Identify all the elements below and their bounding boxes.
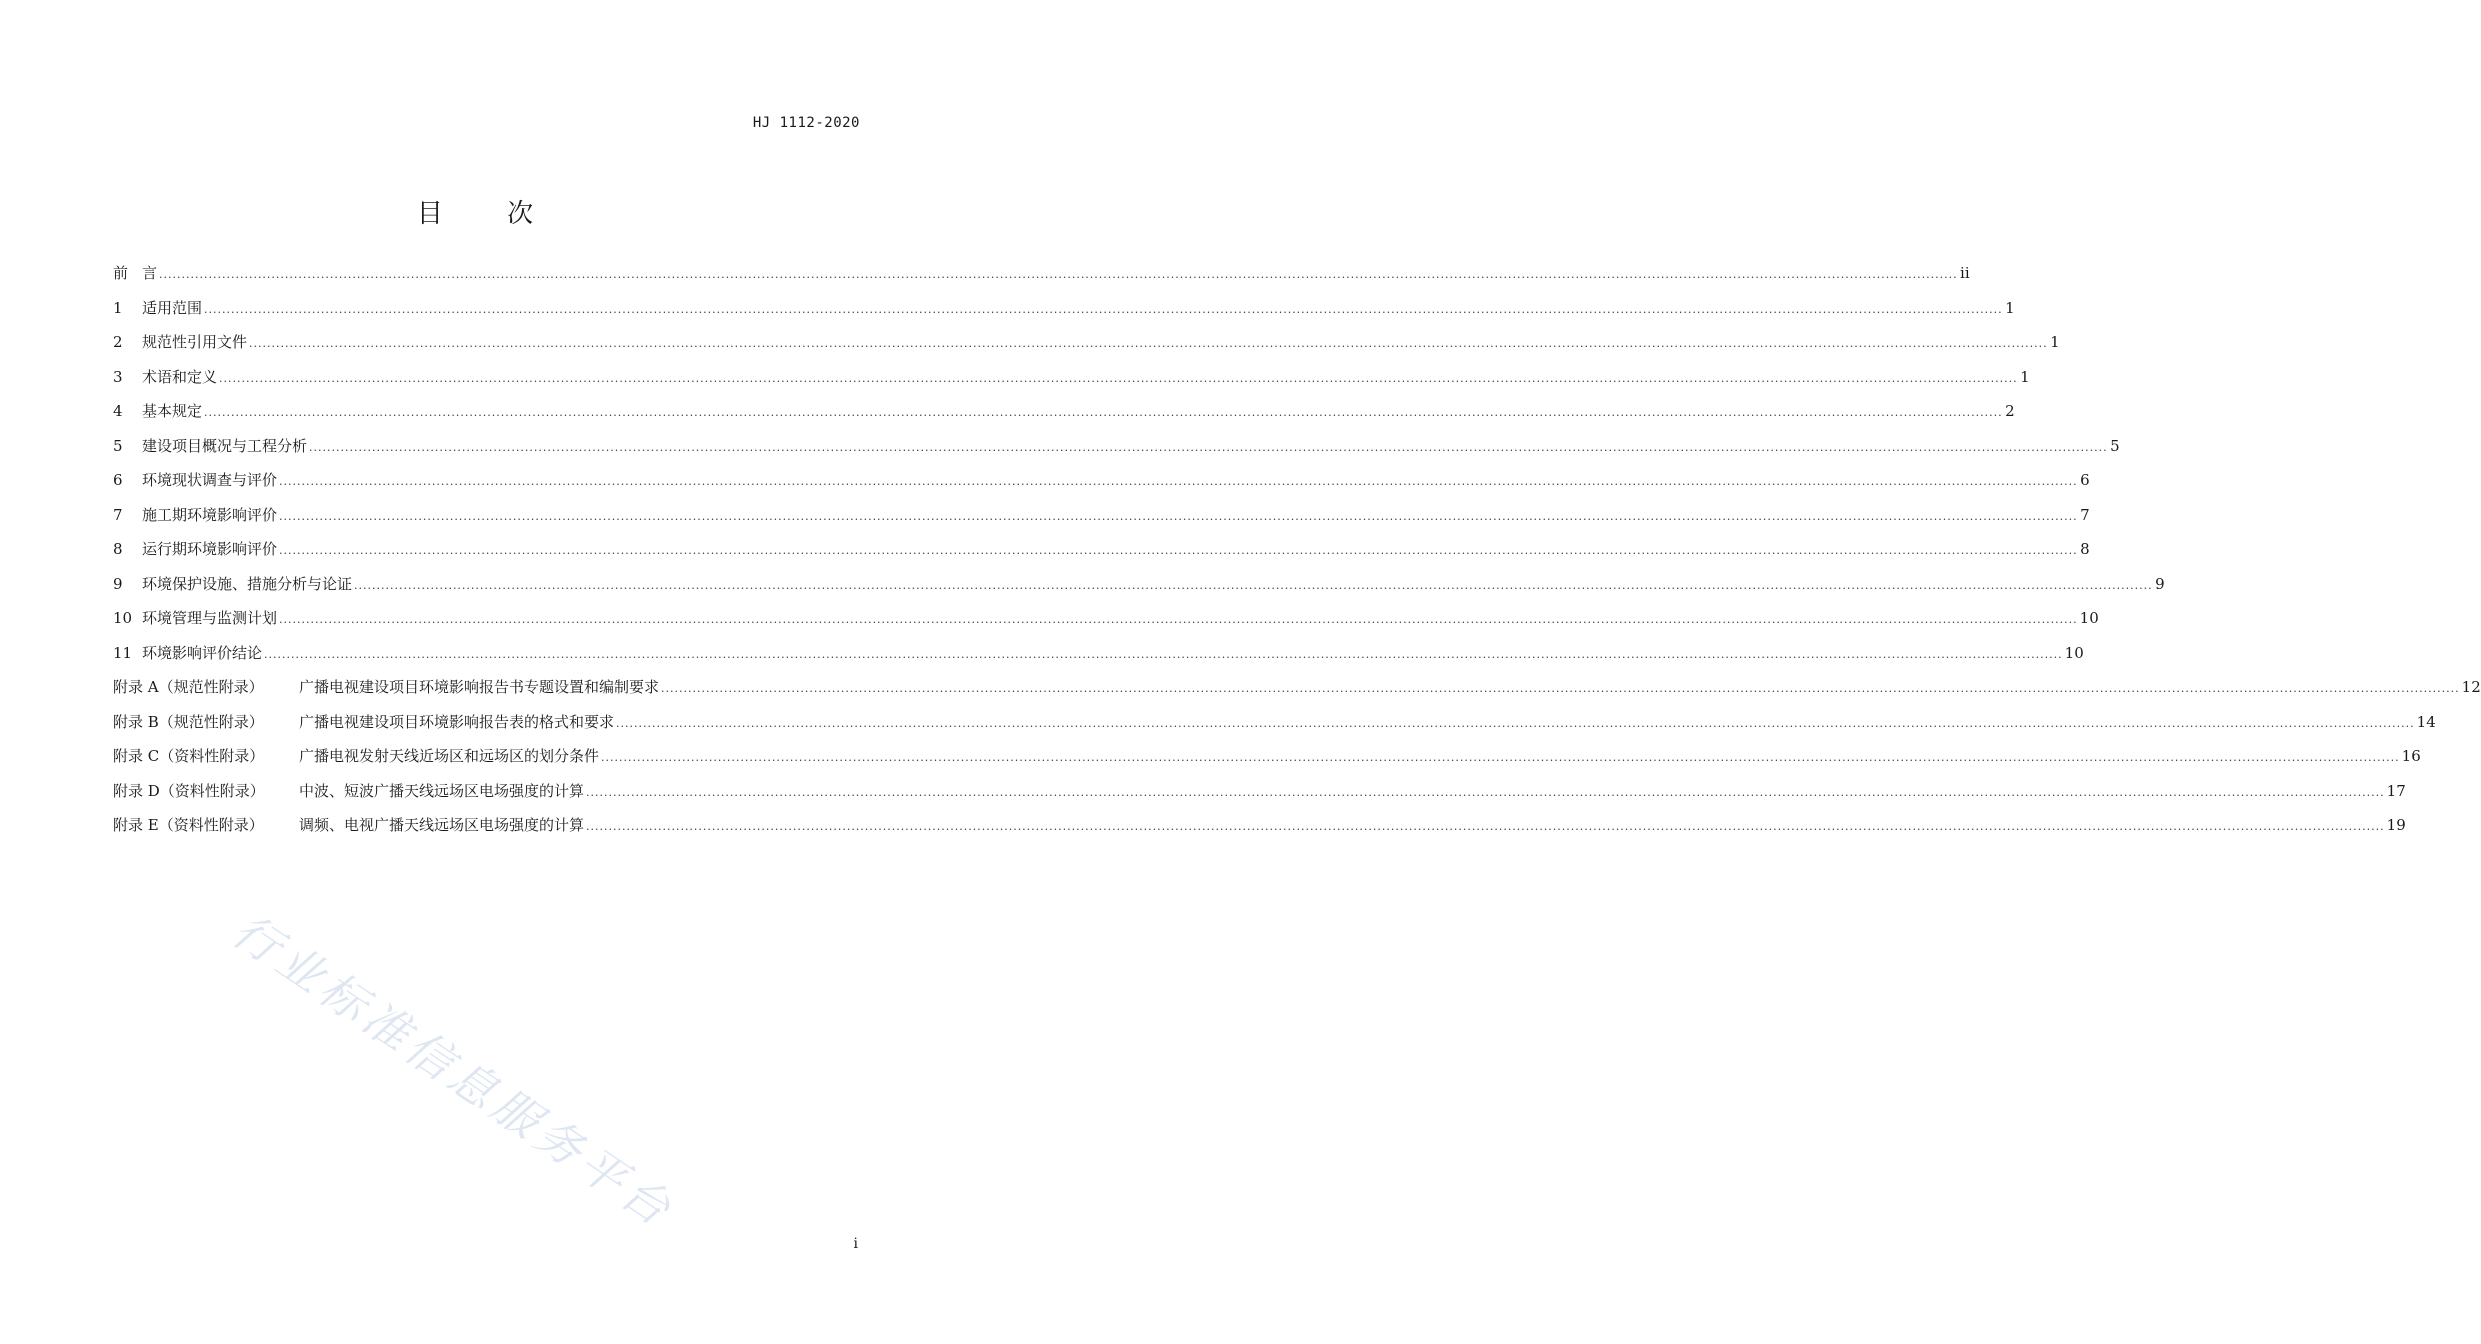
toc-page: 6	[2080, 471, 2090, 489]
toc-leader: ................................................................................................................................................................................................................................................................................................................................................................................................................	[249, 337, 2048, 350]
toc-number: 3	[113, 367, 123, 386]
toc-leader: ................................................................................................................................................................................................................................................................................................................................................................................................................	[586, 820, 2385, 833]
toc-entry-appendix-e[interactable]	[113, 814, 2406, 849]
toc-entry-appendix-b[interactable]	[113, 711, 2436, 746]
toc-title: 环境现状调查与评价	[142, 471, 278, 489]
toc-number: 1	[113, 298, 123, 317]
toc-title: 广播电视发射天线近场区和远场区的划分条件	[299, 747, 600, 765]
toc-number: 10	[113, 609, 133, 627]
toc-page: 1	[2005, 298, 2015, 317]
toc-title: 中波、短波广播天线远场区电场强度的计算	[299, 781, 585, 800]
table-of-contents	[113, 262, 2481, 849]
toc-number: 2	[113, 333, 123, 351]
toc-entry-8[interactable]	[113, 538, 2090, 573]
toc-entry-10[interactable]	[113, 607, 2099, 642]
toc-title: 言	[142, 264, 158, 282]
toc-entry-9[interactable]	[113, 573, 2165, 608]
toc-page: 19	[2386, 816, 2406, 834]
toc-entry-appendix-d[interactable]	[113, 780, 2406, 815]
toc-page: 12	[2461, 678, 2481, 696]
toc-entry-4[interactable]	[113, 400, 2015, 435]
toc-page: 10	[2079, 609, 2099, 627]
toc-leader: ................................................................................................................................................................................................................................................................................................................................................................................................................	[601, 751, 2400, 764]
toc-number: 6	[113, 471, 123, 489]
toc-entry-5[interactable]	[113, 435, 2120, 470]
toc-title: 环境管理与监测计划	[142, 609, 278, 627]
toc-page: 10	[2064, 643, 2084, 662]
toc-page: 8	[2080, 540, 2090, 558]
page-title: 目 次	[416, 199, 562, 229]
toc-leader: ................................................................................................................................................................................................................................................................................................................................................................................................................	[586, 785, 2385, 799]
toc-leader: ................................................................................................................................................................................................................................................................................................................................................................................................................	[616, 716, 2415, 730]
toc-entry-3[interactable]	[113, 366, 2030, 401]
toc-page: 1	[2020, 367, 2030, 386]
toc-number: 附录 A（规范性附录）	[113, 678, 264, 696]
toc-entry-11[interactable]	[113, 642, 2084, 677]
toc-number: 附录 C（资料性附录）	[113, 747, 265, 765]
toc-leader: ................................................................................................................................................................................................................................................................................................................................................................................................................	[279, 613, 2078, 626]
toc-title: 广播电视建设项目环境影响报告表的格式和要求	[299, 712, 615, 731]
toc-leader: ................................................................................................................................................................................................................................................................................................................................................................................................................	[264, 647, 2063, 661]
toc-entry-2[interactable]	[113, 331, 2060, 366]
toc-number: 附录 B（规范性附录）	[113, 712, 264, 731]
toc-page: 1	[2050, 333, 2060, 351]
toc-leader: ................................................................................................................................................................................................................................................................................................................................................................................................................	[204, 302, 2003, 316]
toc-number: 9	[113, 574, 123, 593]
toc-leader: ................................................................................................................................................................................................................................................................................................................................................................................................................	[309, 440, 2108, 454]
standard-code: HJ 1112-2020	[752, 115, 860, 131]
toc-page: ii	[1960, 264, 1970, 282]
toc-leader: ................................................................................................................................................................................................................................................................................................................................................................................................................	[279, 544, 2078, 557]
toc-title: 适用范围	[142, 298, 203, 317]
toc-number: 8	[113, 540, 123, 558]
toc-title: 基本规定	[142, 402, 203, 420]
toc-number: 7	[113, 505, 123, 524]
page-number: i	[853, 1236, 858, 1252]
toc-number: 附录 D（资料性附录）	[113, 781, 265, 800]
toc-number: 5	[113, 436, 123, 455]
toc-page: 16	[2401, 747, 2421, 765]
toc-number: 附录 E（资料性附录）	[113, 816, 264, 834]
toc-entry-appendix-a[interactable]	[113, 676, 2481, 711]
toc-title: 调频、电视广播天线远场区电场强度的计算	[299, 816, 585, 834]
toc-entry-7[interactable]	[113, 504, 2090, 539]
toc-title: 术语和定义	[142, 367, 218, 386]
watermark: 行业标准信息服务平台	[223, 903, 685, 1239]
toc-entry-6[interactable]	[113, 469, 2090, 504]
toc-entry-appendix-c[interactable]	[113, 745, 2421, 780]
toc-leader: ................................................................................................................................................................................................................................................................................................................................................................................................................	[219, 371, 2018, 385]
toc-page: 14	[2416, 712, 2436, 731]
toc-title: 环境影响评价结论	[142, 643, 263, 662]
toc-title: 建设项目概况与工程分析	[142, 436, 308, 455]
toc-title: 广播电视建设项目环境影响报告书专题设置和编制要求	[299, 678, 660, 696]
toc-number: 11	[113, 643, 133, 662]
toc-page: 17	[2386, 781, 2406, 800]
toc-entry-preface[interactable]	[113, 262, 1970, 297]
toc-page: 7	[2080, 505, 2090, 524]
toc-leader: ................................................................................................................................................................................................................................................................................................................................................................................................................	[159, 268, 1958, 281]
toc-entry-1[interactable]	[113, 297, 2015, 332]
toc-number: 4	[113, 402, 123, 420]
toc-page: 5	[2110, 436, 2120, 455]
toc-page: 2	[2005, 402, 2015, 420]
toc-title: 环境保护设施、措施分析与论证	[142, 574, 353, 593]
toc-title: 规范性引用文件	[142, 333, 248, 351]
toc-title: 运行期环境影响评价	[142, 540, 278, 558]
toc-title: 施工期环境影响评价	[142, 505, 278, 524]
toc-leader: ................................................................................................................................................................................................................................................................................................................................................................................................................	[279, 509, 2078, 523]
toc-page: 9	[2155, 574, 2165, 593]
toc-leader: ................................................................................................................................................................................................................................................................................................................................................................................................................	[279, 475, 2078, 488]
toc-leader: ................................................................................................................................................................................................................................................................................................................................................................................................................	[661, 682, 2460, 695]
toc-leader: ................................................................................................................................................................................................................................................................................................................................................................................................................	[354, 578, 2153, 592]
toc-leader: ................................................................................................................................................................................................................................................................................................................................................................................................................	[204, 406, 2003, 419]
toc-number: 前	[113, 264, 129, 282]
